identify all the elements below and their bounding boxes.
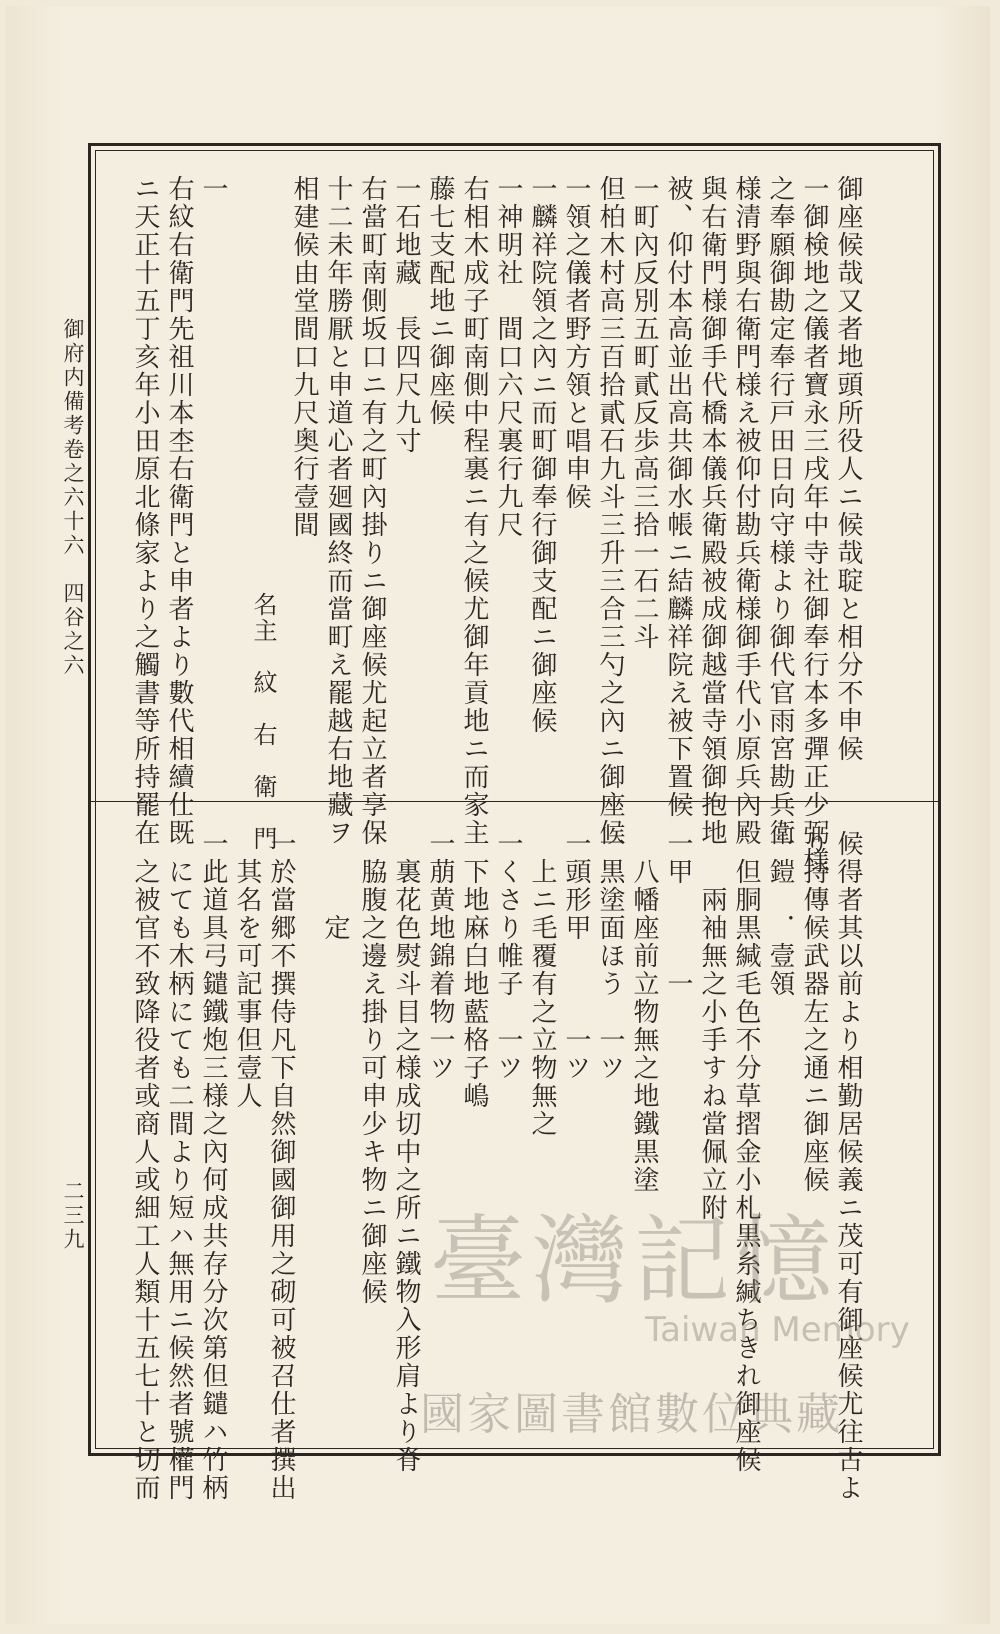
upper-column: 被、仰付本高並出高共御水帳ニ結麟祥院え被下置候 [663, 175, 693, 819]
upper-column: 藤七支配地ニ御座候 [425, 175, 455, 427]
lower-column: 之被官不致降役者或商人或細工人類十五七十と切而 [130, 830, 160, 1502]
lower-heading-column: 定 [320, 830, 350, 942]
watermark-bottom: 國家圖書館數位典藏 [420, 1389, 843, 1440]
lower-column: 一於當郷不撰侍凡下自然御國御用之砌可被召仕者撰出 [266, 830, 296, 1502]
upper-column: 右紋右衛門先祖川本杢右衛門と申者より數代相續仕既 [164, 175, 194, 847]
upper-column: 一 [198, 175, 228, 203]
running-head: 御府内備考卷之六十六 四谷之六 [61, 318, 85, 678]
upper-column: 一神明社 間口六尺裏行九尺 [493, 175, 523, 539]
upper-column: 右當町南側坂口ニ有之町內掛りニ御座候尤起立者享保 [357, 175, 387, 847]
upper-column: 一麟祥院領之內ニ而町御奉行御支配ニ御座候 [527, 175, 557, 735]
upper-column: 様清野與右衛門様え被仰付勘兵衛様御手代小原兵內殿 [731, 175, 761, 847]
watermark-main: 臺灣記憶 [430, 1205, 838, 1317]
upper-column: ニ天正十五丁亥年小田原北條家より之觸書等所持罷在 [130, 175, 160, 847]
lower-column: 一鎧 ．壹領 [765, 830, 795, 998]
upper-column: 與右衛門様御手代橋本儀兵衛殿被成御越當寺領御抱地 [697, 175, 727, 847]
lower-column: 一萠黄地錦着物一ツ [425, 830, 455, 1082]
upper-column: 右相木成子町南側中程裏ニ有之候尤御年貢地ニ而家主 [459, 175, 489, 847]
lower-column: り持傳候武器左之通ニ御座候 [799, 830, 829, 1194]
upper-column: 御座候哉又者地頭所役人ニ候哉聢と相分不申候 [833, 175, 863, 763]
upper-column: 十二未年勝厭と申道心者廻國終而當町え罷越右地藏ヲ [323, 175, 353, 847]
lower-column: 候得者其以前より相勤居候義ニ茂可有御座候尤往古よ [833, 830, 863, 1502]
upper-column: 相建候由堂間口九尺奥行壹間 [289, 175, 319, 539]
lower-column: 一此道具弓鑓鐵炮三様之內何成共存分次第但鑓ハ竹柄 [198, 830, 228, 1502]
watermark-latin: Taiwan Memory [645, 1310, 910, 1350]
upper-column: 一町內反別五町貳反歩高三拾一石二斗 [629, 175, 659, 651]
upper-column: 之奉願御勘定奉行戸田日向守様より御代官雨宮勘兵衛 [765, 175, 795, 847]
lower-column: 但胴黒緘毛色不分草摺金小札黒糸緘ちきれ御座候 [731, 830, 761, 1474]
lower-column: 一くさり帷子 一ツ [493, 830, 523, 1082]
lower-column: 裏花色熨斗目之様成切中之所ニ鐵物入形肩より脊 [391, 830, 421, 1474]
lower-column: 一甲 一 [663, 830, 693, 998]
lower-column: 脇腹之邊え掛り可申少キ物ニ御座候 [357, 830, 387, 1306]
upper-column: 一御検地之儀者寶永三戌年中寺社御奉行本多彈正少弼様 [799, 175, 829, 875]
lower-column: 八幡座前立物無之地鐵黒塗 [629, 830, 659, 1194]
lower-column: 一頭形甲 一ツ [561, 830, 591, 1082]
lower-column: 兩袖無之小手すね當佩立附 [697, 830, 727, 1222]
lower-column: にても木柄にても二間より短ハ無用ニ候然者號權門 [164, 830, 194, 1502]
lower-column: 一黒塗面ほう 一ツ [595, 830, 625, 1082]
lower-column: 下地麻白地藍格子嶋 [459, 830, 489, 1110]
upper-column: 一石地藏 長四尺九寸 [391, 175, 421, 455]
page-number: 二三九 [61, 1180, 85, 1252]
upper-column: 一領之儀者野方領と唱申候 [561, 175, 591, 511]
upper-column: 但柏木村高三百拾貳石九斗三升三合三勺之內ニ御座候 [595, 175, 625, 847]
lower-column: 上ニ毛覆有之立物無之 [527, 830, 557, 1138]
lower-column: 其名を可記事但壹人 [232, 830, 262, 1110]
signature-column: 名主 紋 右 衛 門 [249, 410, 277, 852]
